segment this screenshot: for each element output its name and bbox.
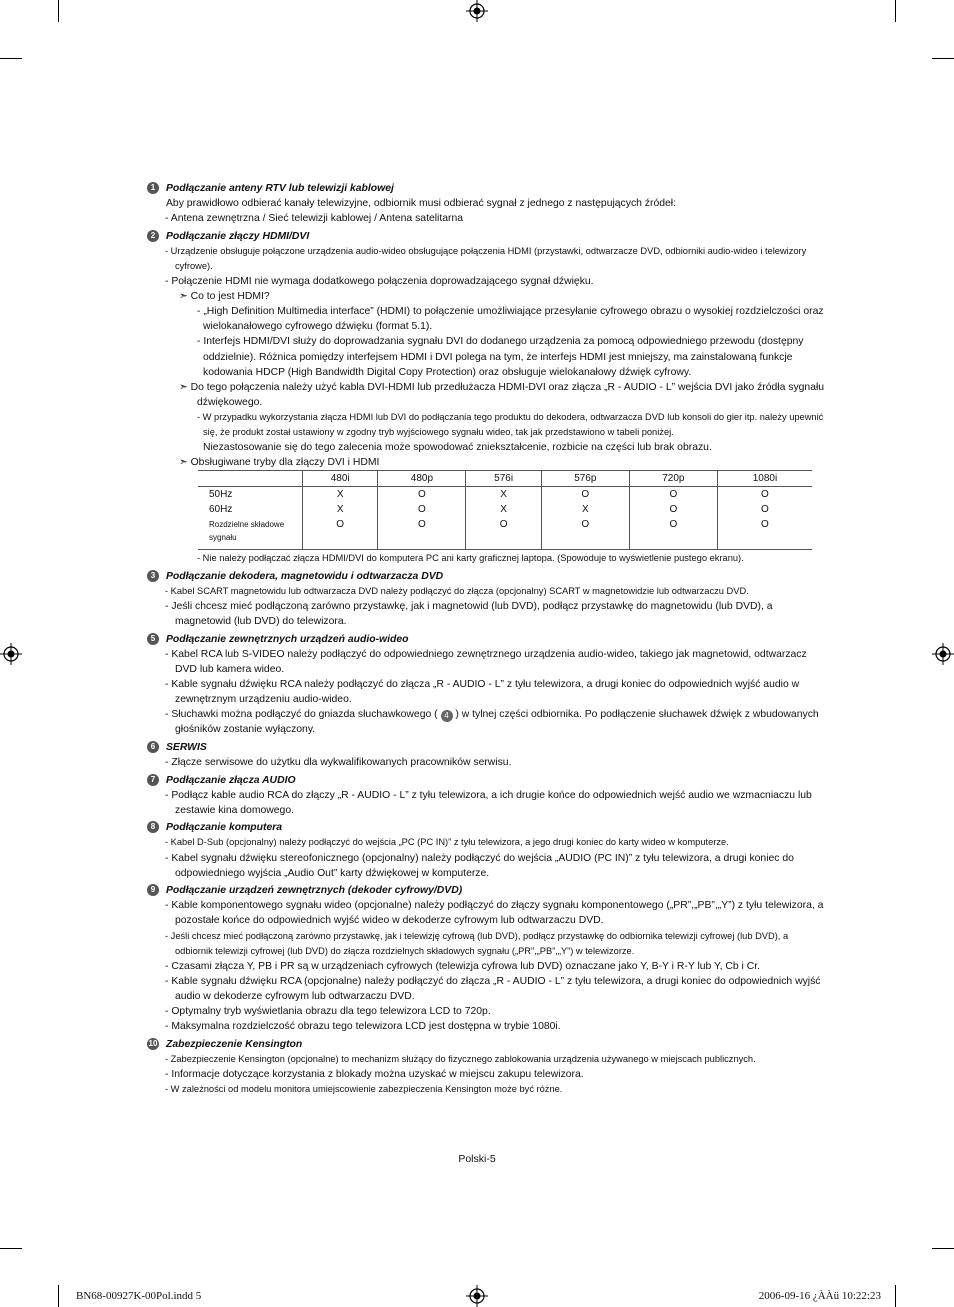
section-number-icon: 9	[147, 884, 159, 896]
crop-mark	[895, 0, 896, 22]
bullet-item: - Kabel RCA lub S-VIDEO należy podłączyć do odpowiedniego zewnętrznego urządzenia audio-wideo, takiego jak magnetowid, odtwarzacz DVD lub kamera wideo.	[165, 648, 807, 675]
table-cell: O	[717, 517, 812, 550]
section-title	[146, 569, 826, 584]
document-body	[146, 181, 826, 1100]
section	[146, 229, 826, 569]
table-cell: O	[378, 487, 466, 503]
section-title-text: Podłączanie urządzeń zewnętrznych (dekoder cyfrowy/DVD)	[166, 885, 463, 897]
table-cell: 50Hz	[209, 489, 233, 501]
section-number-icon: 3	[147, 570, 159, 582]
table-cell: O	[717, 502, 812, 517]
table-cell: O	[629, 487, 717, 503]
section	[146, 883, 826, 1036]
note-arrow-icon: ➣	[179, 291, 191, 303]
note-item	[146, 380, 826, 410]
print-slug-filename: BN68-00927K-00Pol.indd 5	[76, 1290, 202, 1302]
section-number-icon: 7	[147, 774, 159, 786]
section-title	[146, 229, 826, 244]
section-number-icon: 10	[148, 1038, 158, 1048]
section-number-icon: 2	[147, 230, 159, 242]
bullet-item: - Kabel sygnału dźwięku stereofonicznego (opcjonalny) należy podłączyć do wejścia „AUDIO (PC IN)” z tyłu telewizora, a drugi koniec do odpowiedniego wyjścia „Audio Out” karty dźwiękowej w komputerze.	[165, 852, 794, 879]
table-cell: X	[466, 502, 541, 517]
bullet-item: - Informacje dotyczące korzystania z blokady można uzyskać w miejscu zakupu telewizora.	[165, 1068, 584, 1080]
sub-item: - W przypadku wykorzystania złącza HDMI lub DVI do podłączania tego produktu do dekodera, odtwarzacza DVD lub konsoli do gier itp. należy upewnić się, że produkt został ustawiony w zgodny tryb wyjściowego sygnału wideo, tak jak przedstawiono w tabeli poniżej.	[197, 411, 824, 437]
section	[146, 820, 826, 883]
section-number-icon: 6	[147, 741, 159, 753]
table-cell: O	[378, 502, 466, 517]
section-title-text: Podłączanie złącza AUDIO	[166, 774, 296, 786]
print-slug-timestamp: 2006-09-16 ¿ÀÀü 10:22:23	[758, 1290, 881, 1302]
bullet-item: - Jeśli chcesz mieć podłączoną zarówno przystawkę, jak i magnetowid (lub DVD), podłącz przystawkę do magnetowidu (lub DVD), a magnetowid (lub DVD) do telewizora.	[165, 601, 773, 628]
registration-mark-icon	[932, 643, 954, 665]
crop-mark	[58, 1285, 59, 1307]
page-number: Polski-5	[458, 1153, 496, 1165]
connector-number-icon: 4	[441, 710, 453, 722]
bullet-item: - Kable sygnału dźwięku RCA (opcjonalne) należy podłączyć do złącza „R - AUDIO - L” z tyłu telewizora, a drugi koniec do odpowiednich wyjść audio w dekoderze cyfrowym lub odtwarzaczu DVD.	[165, 975, 821, 1002]
table-cell: X	[466, 487, 541, 503]
section	[146, 773, 826, 821]
bullet-item: - Kabel D-Sub (opcjonalny) należy podłączyć do wejścia „PC (PC IN)” z tyłu telewizora, a jego drugi koniec do karty wideo w komputerze.	[165, 837, 729, 848]
section-title-text: Podłączanie komputera	[166, 822, 283, 834]
table-cell: X	[303, 502, 378, 517]
section	[146, 1037, 826, 1100]
bullet-item: - Kable sygnału dźwięku RCA należy podłączyć do złącza „R - AUDIO - L” z tyłu telewizora, a drugi koniec do odpowiednich wyjść audio w zewnętrznym urządzeniu audio-wideo.	[165, 679, 800, 706]
table-cell: Rozdzielne składowe sygnału	[198, 517, 303, 550]
note-text: Co to jest HDMI?	[190, 291, 270, 303]
bullet-item: - Antena zewnętrzna / Sieć telewizji kablowej / Antena satelitarna	[165, 213, 464, 225]
bullet-item: - W zależności od modelu monitora umiejscowienie zabezpieczenia Kensington może być różne.	[165, 1083, 563, 1094]
bullet-item: - Maksymalna rozdzielczość obrazu tego telewizora LCD jest dostępna w trybie 1080i.	[165, 1021, 561, 1033]
supported-modes-table	[198, 470, 812, 550]
crop-mark	[0, 1248, 22, 1249]
section-title	[146, 1037, 826, 1052]
table-cell: O	[717, 487, 812, 503]
section-title-text: Podłączanie złączy HDMI/DVI	[166, 230, 310, 242]
table-header-cell: 480p	[378, 471, 466, 487]
section-title-text: Podłączanie zewnętrznych urządzeń audio-wideo	[166, 633, 409, 645]
table-cell: O	[541, 517, 629, 550]
table-row	[198, 517, 812, 550]
section	[146, 569, 826, 632]
bullet-item: - Jeśli chcesz mieć podłączoną zarówno przystawkę, jak i telewizję cyfrową (lub DVD), podłącz przystawkę do odbiornika telewizji cyfrowej (lub DVD), a odbiornik telewizji cyfrowej (lub DVD) do złącza rozdzielnych składowych sygnału („PR”,„PB”,„Y”) w telewizorze.	[165, 930, 789, 956]
table-row	[198, 502, 812, 517]
table-cell: 60Hz	[209, 504, 233, 516]
section-title-text: Zabezpieczenie Kensington	[166, 1038, 303, 1050]
registration-mark-icon	[466, 0, 488, 22]
note-item	[146, 289, 826, 304]
crop-mark	[932, 58, 954, 59]
bullet-item: - Zabezpieczenie Kensington (opcjonalne) to mechanizm służący do fizycznego zablokowania urządzenia używanego w miejscach publicznych.	[165, 1053, 756, 1064]
table-cell: O	[629, 517, 717, 550]
table-header-cell: 576i	[466, 471, 541, 487]
section-number-icon: 8	[147, 821, 159, 833]
sub-item: Niezastosowanie się do tego zalecenia może spowodować zniekształcenie, rozbicie na części lub brak obrazu.	[203, 442, 712, 454]
section-title-text: Podłączanie dekodera, magnetowidu i odtwarzacza DVD	[166, 570, 444, 582]
bullet-item: - Urządzenie obsługuje połączone urządzenia audio-wideo obsługujące połączenia HDMI (przystawki, odtwarzacze DVD, odbiorniki audio-wideo i telewizory cyfrowe).	[165, 245, 807, 271]
bullet-text: - Słuchawki można podłączyć do gniazda słuchawkowego (	[165, 709, 441, 721]
section-title	[146, 181, 826, 196]
section-title	[146, 740, 826, 755]
section-title	[146, 883, 826, 898]
sub-item: - Interfejs HDMI/DVI służy do doprowadzania sygnału DVI do dodanego urządzenia za pomocą odpowiedniego przewodu (dostępny oddzielnie). Różnica pomiędzy interfejsem HDMI i DVI polega na tym, że interfejs HDMI jest mniejszy, ma zainstalowaną funkcje kodowania HDCP (High Bandwidth Digital Copy Protection) oraz obsługuje wielokanałowy dźwięk cyfrowy.	[197, 336, 804, 378]
section-title	[146, 820, 826, 835]
section-gap	[146, 1097, 826, 1100]
table-header-cell: 1080i	[717, 471, 812, 487]
section-title-text: SERWIS	[166, 741, 207, 753]
bullet-item: - Czasami złącza Y, PB i PR są w urządzeniach cyfrowych (telewizja cyfrowa lub DVD) oznaczane jako Y, B-Y i R-Y lub Y, Cb i Cr.	[165, 960, 761, 972]
registration-mark-icon	[466, 1285, 488, 1307]
section	[146, 740, 826, 773]
note-text: Obsługiwane tryby dla złączy DVI i HDMI	[190, 457, 380, 469]
section-number-icon: 5	[147, 633, 159, 645]
table-header-cell: 720p	[629, 471, 717, 487]
table-cell: O	[378, 517, 466, 550]
section-title	[146, 632, 826, 647]
sub-item: - Nie należy podłączać złącza HDMI/DVI do komputera PC ani karty graficznej laptopa. (Spowoduje to wyświetlenie pustego ekranu).	[197, 553, 744, 564]
section-title	[146, 773, 826, 788]
table-cell: X	[303, 487, 378, 503]
bullet-item: - Podłącz kable audio RCA do złączy „R - AUDIO - L” z tyłu telewizora, a ich drugie końce do odpowiednich wejść audio we wzmacniaczu lub zestawie kina domowego.	[165, 789, 812, 816]
registration-mark-icon	[0, 643, 22, 665]
bullet-item: - Kable komponentowego sygnału wideo (opcjonalne) należy podłączyć do złączy sygnału komponentowego („PR”,„PB”,„Y”) z tyłu telewizora, a pozostałe końce do odpowiednich wyjść wideo w dekoderze cyfrowym lub odtwarzaczu DVD.	[165, 900, 824, 927]
section	[146, 181, 826, 229]
note-text: Do tego połączenia należy użyć kabla DVI-HDMI lub przedłużacza HDMI-DVI oraz złącza „R - AUDIO - L” wejścia DVI jako źródła sygnału dźwiękowego.	[190, 381, 825, 408]
table-cell: O	[303, 517, 378, 550]
bullet-item: - Złącze serwisowe do użytku dla wykwalifikowanych pracowników serwisu.	[165, 757, 512, 768]
section	[146, 632, 826, 740]
table-row	[198, 487, 812, 503]
note-item	[146, 455, 826, 470]
section-title-text: Podłączanie anteny RTV lub telewizji kablowej	[166, 183, 394, 194]
paragraph: Aby prawidłowo odbierać kanały telewizyjne, odbiornik musi odbierać sygnał z jednego z następujących źródeł:	[166, 198, 676, 210]
crop-mark	[58, 0, 59, 22]
table-cell: O	[466, 517, 541, 550]
note-arrow-icon: ➣	[179, 457, 191, 469]
bullet-text: ) w tylnej części odbiornika. Po podłączenie słuchawek dźwięk z wbudowanych głośników zostanie wyłączony.	[175, 709, 819, 736]
table-header-cell: 576p	[541, 471, 629, 487]
sub-item: - „High Definition Multimedia interface” (HDMI) to połączenie umożliwiające przesyłanie cyfrowego obrazu o wysokiej rozdzielczości oraz wielokanałowego cyfrowego dźwięku (format 5.1).	[197, 306, 824, 333]
crop-mark	[0, 58, 22, 59]
crop-mark	[932, 1248, 954, 1249]
table-header-row	[198, 471, 812, 487]
table-cell: O	[629, 502, 717, 517]
bullet-item: - Połączenie HDMI nie wymaga dodatkowego połączenia doprowadzającego sygnał dźwięku.	[165, 276, 594, 288]
table-cell: O	[541, 487, 629, 503]
crop-mark	[895, 1285, 896, 1307]
table-header-cell: 480i	[303, 471, 378, 487]
section-number-icon: 1	[147, 182, 159, 194]
note-arrow-icon: ➣	[179, 381, 191, 393]
table-header-cell	[198, 471, 303, 487]
bullet-item: - Optymalny tryb wyświetlania obrazu dla tego telewizora LCD to 720p.	[165, 1006, 491, 1017]
bullet-item: - Kabel SCART magnetowidu lub odtwarzacza DVD należy podłączyć do złącza (opcjonalny) SCART w magnetowidzie lub odtwarzaczu DVD.	[165, 585, 749, 596]
table-cell: X	[541, 502, 629, 517]
bullet-item	[146, 707, 826, 737]
